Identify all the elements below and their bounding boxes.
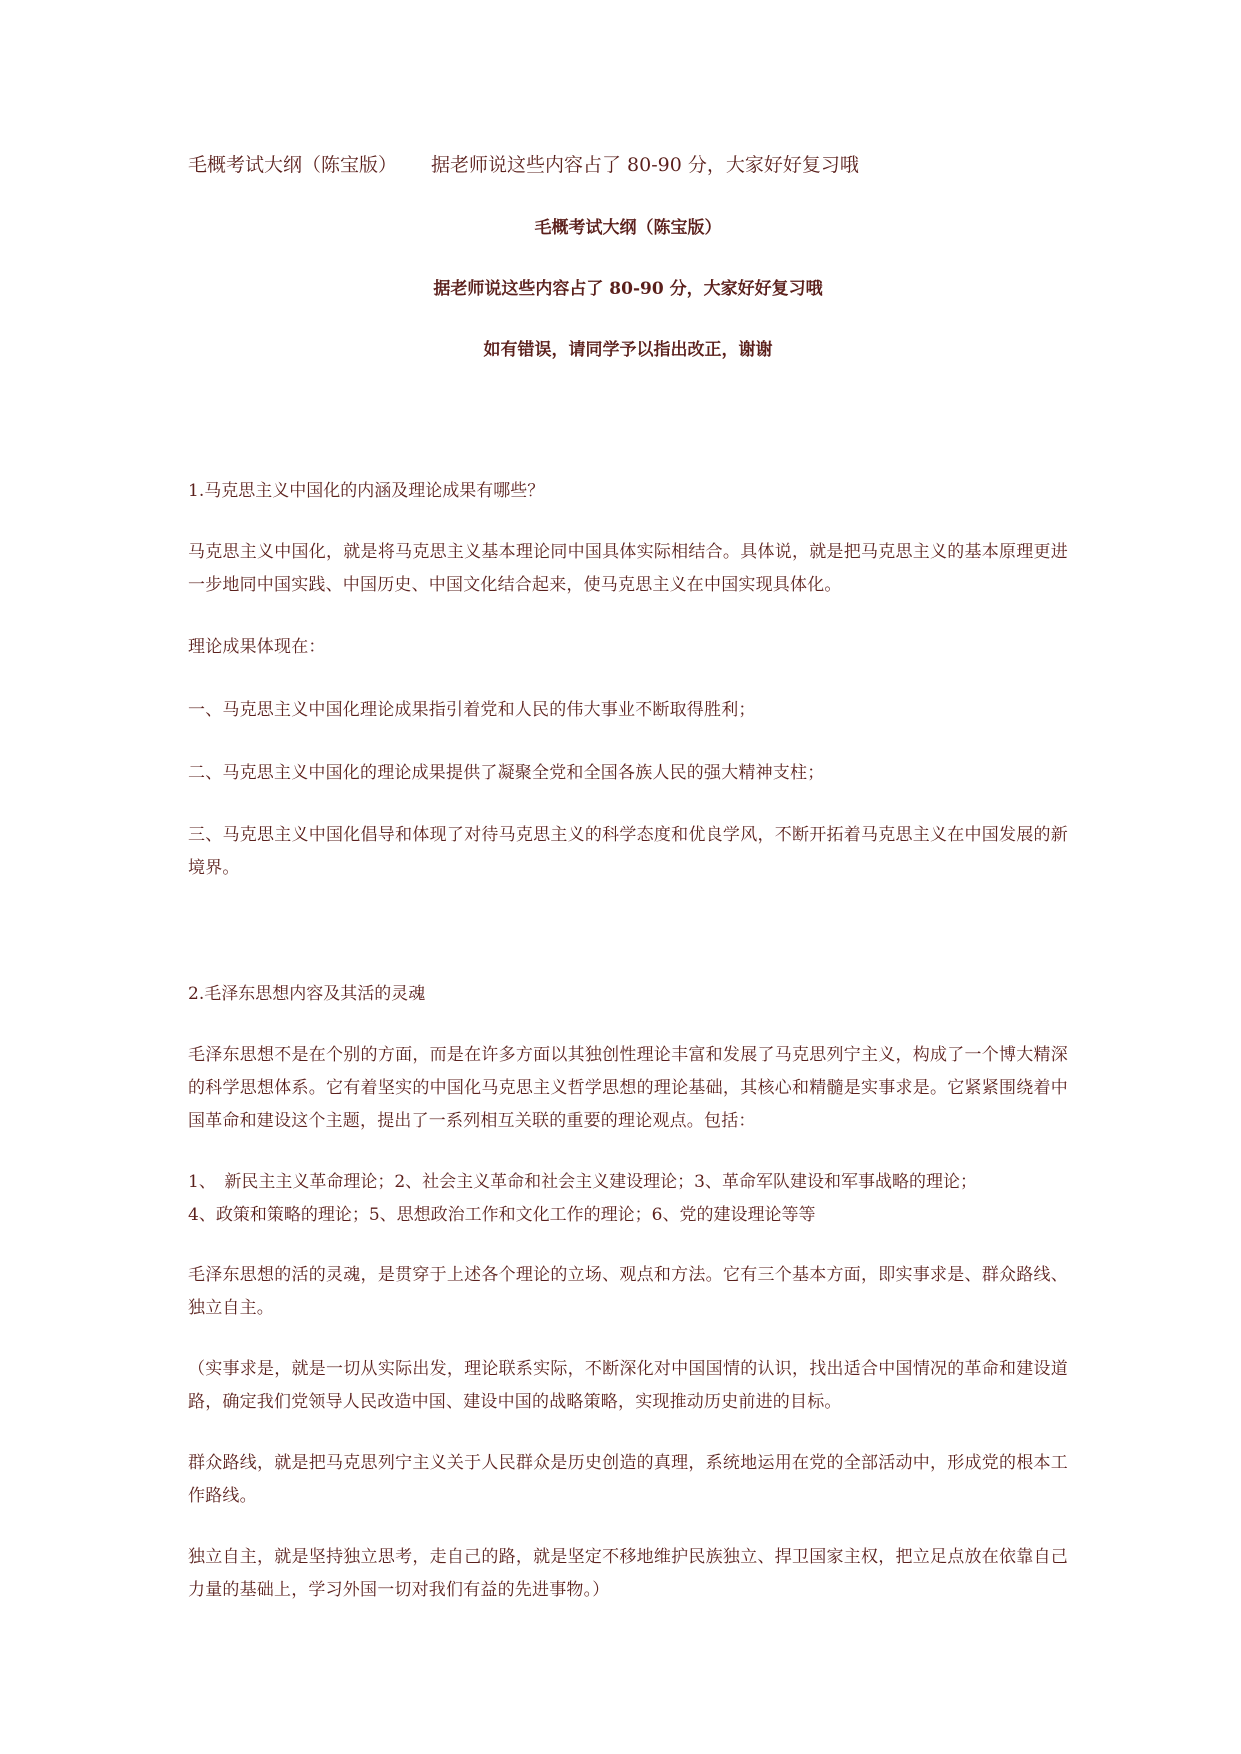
question-2-list (188, 1166, 1068, 1232)
question-2-paragraph-1: 毛泽东思想不是在个别的方面，而是在许多方面以其独创性理论丰富和发展了马克思列宁主义，构成了一个博大精深的科学思想体系。它有着坚实的中国化马克思主义哲学思想的理论基础，其核心和精髓是实事求是。它紧紧围绕着中国革命和建设这个主题，提出了一系列相互关联的重要的理论观点。包括： (188, 1045, 1068, 1131)
question-1-paragraph-3: 一、马克思主义中国化理论成果指引着党和人民的伟大事业不断取得胜利； (188, 700, 756, 720)
correction-note: 如有错误，请同学予以指出改正，谢谢 (483, 340, 773, 360)
question-1-section (188, 476, 1068, 885)
question-1-heading: 1.马克思主义中国化的内涵及理论成果有哪些？ (188, 481, 545, 501)
document-subtitle: 据老师说这些内容占了 80-90 分，大家好好复习哦 (433, 279, 823, 299)
question-1-paragraph-4: 二、马克思主义中国化的理论成果提供了凝聚全党和全国各族人民的强大精神支柱； (188, 763, 825, 783)
question-1-paragraph-1: 马克思主义中国化，就是将马克思主义基本理论同中国具体实际相结合。具体说，就是把马克思主义的基本原理更进一步地同中国实践、中国历史、中国文化结合起来，使马克思主义在中国实现具体化。 (188, 542, 1068, 595)
question-2-heading: 2.毛泽东思想内容及其活的灵魂 (188, 984, 426, 1004)
question-2-list-line-2: 4、政策和策略的理论；5、思想政治工作和文化工作的理论；6、党的建设理论等等 (188, 1205, 816, 1225)
question-2-paragraph-6: 独立自主，就是坚持独立思考，走自己的路，就是坚定不移地维护民族独立、捍卫国家主权，把立足点放在依靠自己力量的基础上，学习外国一切对我们有益的先进事物。） (188, 1547, 1068, 1600)
question-1-paragraph-5: 三、马克思主义中国化倡导和体现了对待马克思主义的科学态度和优良学风，不断开拓着马克思主义在中国发展的新境界。 (188, 825, 1068, 878)
document-title: 毛概考试大纲（陈宝版） (534, 218, 722, 238)
header-line (188, 150, 1068, 180)
question-1-paragraph-2: 理论成果体现在： (188, 637, 326, 657)
question-2-paragraph-4: （实事求是，就是一切从实际出发，理论联系实际，不断深化对中国国情的认识，找出适合中国情况的革命和建设道路，确定我们党领导人民改造中国、建设中国的战略策略，实现推动历史前进的目标。 (188, 1359, 1068, 1412)
document-page (188, 150, 1068, 1607)
question-2-paragraph-3: 毛泽东思想的活的灵魂，是贯穿于上述各个理论的立场、观点和方法。它有三个基本方面，即实事求是、群众路线、独立自主。 (188, 1265, 1068, 1318)
header-title: 毛概考试大纲（陈宝版） (188, 154, 398, 176)
question-2-paragraph-5: 群众路线，就是把马克思列宁主义关于人民群众是历史创造的真理，系统地运用在党的全部活动中，形成党的根本工作路线。 (188, 1453, 1068, 1506)
question-2-section (188, 979, 1068, 1607)
header-subtitle: 据老师说这些内容占了 80-90 分，大家好好复习哦 (431, 154, 859, 176)
question-2-list-line-1: 1、 新民主主义革命理论；2、社会主义革命和社会主义建设理论；3、革命军队建设和军事战略的理论； (188, 1172, 977, 1192)
